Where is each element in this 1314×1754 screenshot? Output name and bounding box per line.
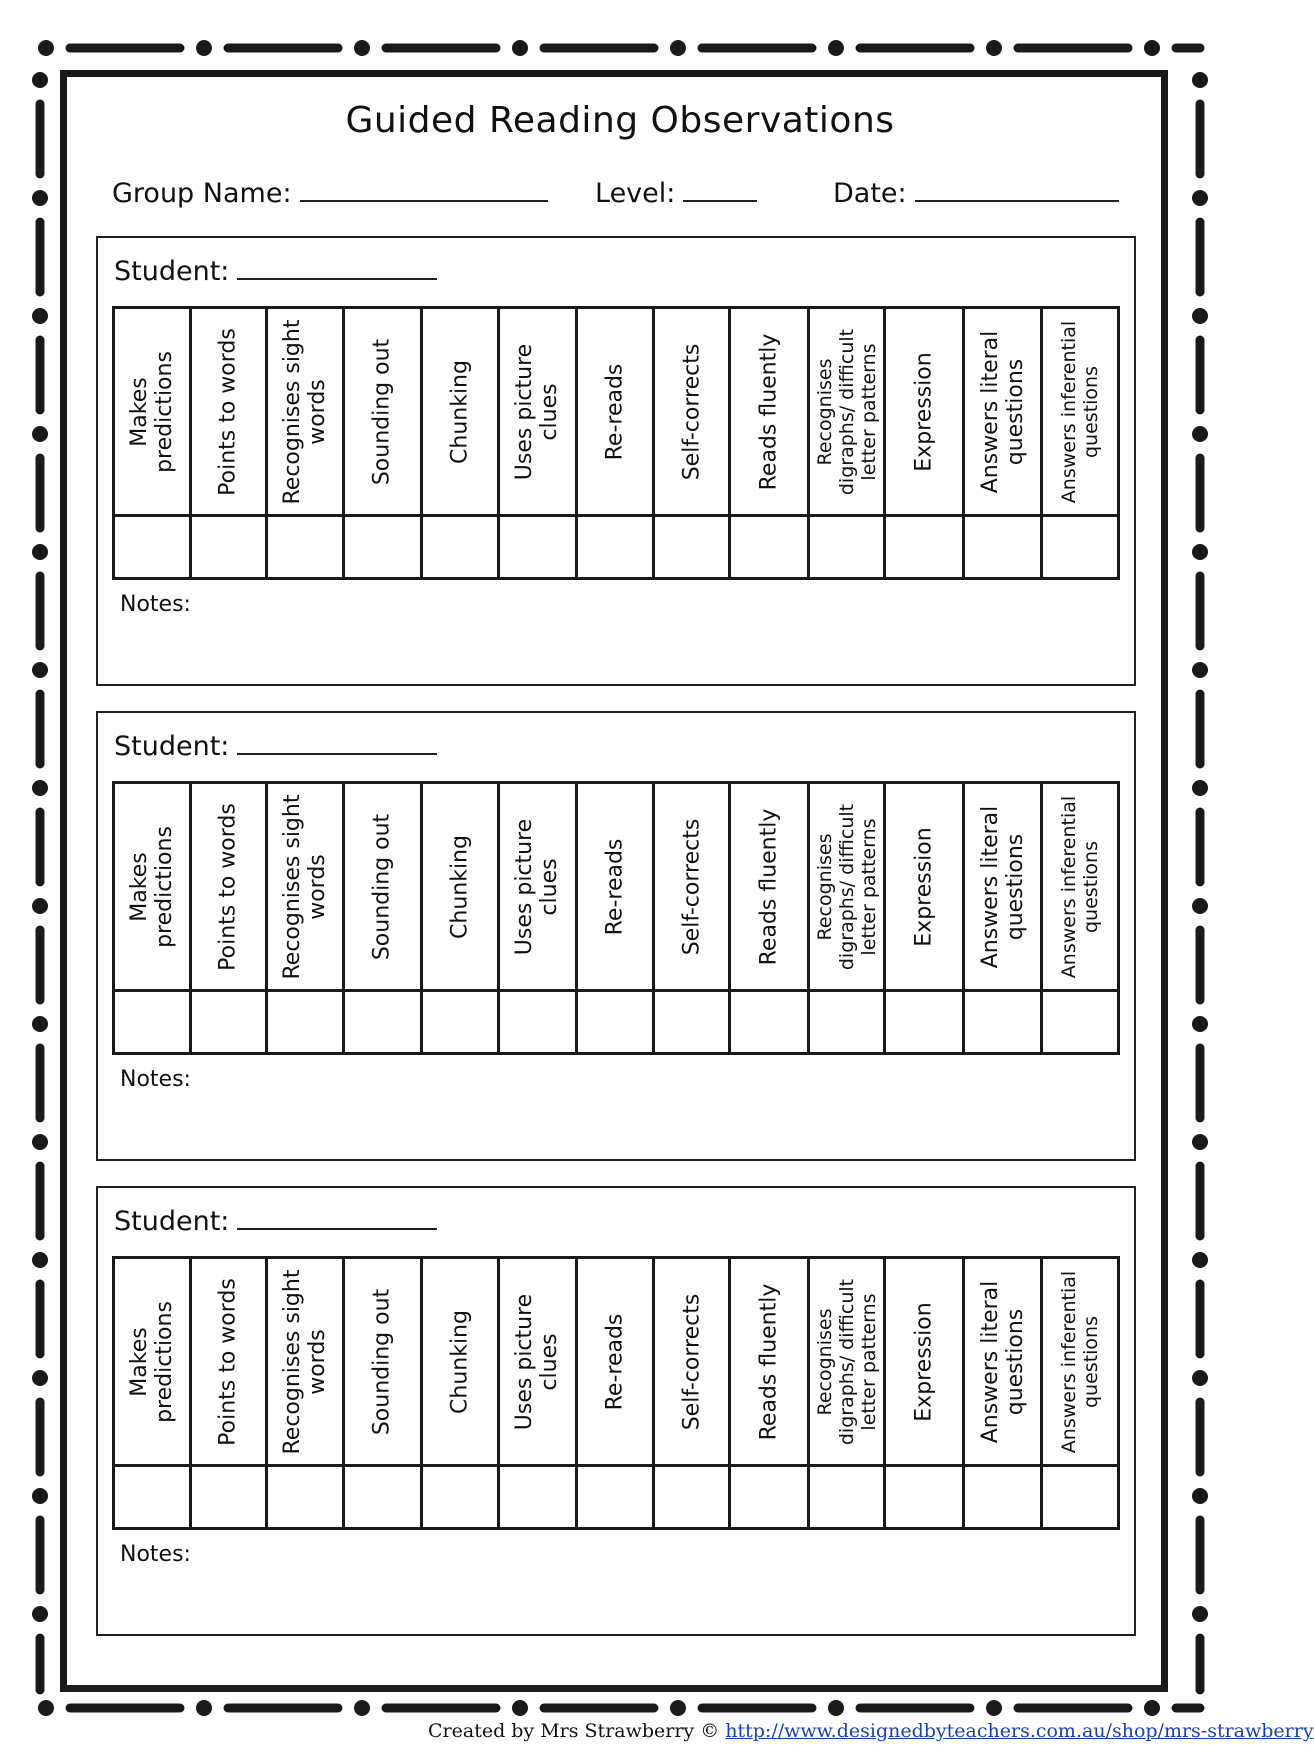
border-dot — [1192, 72, 1208, 88]
skill-header-cell — [730, 308, 809, 516]
observation-cell[interactable] — [577, 1466, 654, 1529]
skill-header-cell — [422, 1258, 499, 1466]
observation-cell[interactable] — [963, 991, 1042, 1054]
date-field[interactable] — [833, 178, 1119, 209]
observation-table — [112, 1256, 1120, 1530]
student-section — [96, 1186, 1136, 1636]
skill-label: Sounding out — [369, 1288, 395, 1435]
page-title: Guided Reading Observations — [345, 100, 895, 141]
observation-cell[interactable] — [730, 516, 809, 579]
level-field[interactable] — [595, 178, 757, 209]
border-dot — [1192, 780, 1208, 796]
skill-label: Recognises digraphs/ difficult letter patterns — [813, 328, 880, 495]
observation-cell[interactable] — [808, 991, 885, 1054]
border-dot — [828, 40, 844, 56]
observation-cell[interactable] — [1042, 991, 1119, 1054]
observation-cell[interactable] — [963, 1466, 1042, 1529]
skill-header-cell — [422, 308, 499, 516]
skill-header-cell — [885, 308, 964, 516]
skill-header-cell — [190, 1258, 267, 1466]
skill-header-cell — [653, 308, 730, 516]
observation-cell[interactable] — [267, 516, 344, 579]
skill-label: Self-corrects — [679, 343, 705, 480]
footer-credit — [428, 1720, 1314, 1742]
date-label: Date: — [833, 178, 907, 209]
skill-header-cell — [267, 1258, 344, 1466]
notes-label: Notes: — [120, 1542, 191, 1567]
group-name-field[interactable] — [112, 178, 548, 209]
observation-cell[interactable] — [114, 1466, 191, 1529]
skill-header-cell — [963, 783, 1042, 991]
observation-cell[interactable] — [343, 516, 422, 579]
skill-header-cell — [114, 1258, 191, 1466]
border-dot — [670, 40, 686, 56]
skill-header-cell — [343, 1258, 422, 1466]
skill-label: Self-corrects — [679, 818, 705, 955]
skill-label: Reads fluently — [756, 808, 782, 965]
skill-label: Points to words — [215, 327, 241, 496]
skill-header-cell — [730, 1258, 809, 1466]
skill-label: Answers inferential questions — [1058, 320, 1103, 503]
border-dot — [828, 1700, 844, 1716]
observation-cell[interactable] — [577, 991, 654, 1054]
observation-cell[interactable] — [1042, 516, 1119, 579]
skill-label: Answers inferential questions — [1058, 795, 1103, 978]
border-dot — [32, 544, 48, 560]
observation-cell[interactable] — [653, 1466, 730, 1529]
skill-header-cell — [1042, 1258, 1119, 1466]
observation-cell[interactable] — [498, 1466, 577, 1529]
skill-header-cell — [577, 1258, 654, 1466]
observation-cell[interactable] — [498, 516, 577, 579]
skill-label: Chunking — [447, 834, 473, 939]
observation-cell[interactable] — [885, 516, 964, 579]
skill-header-cell — [343, 308, 422, 516]
observation-table — [112, 781, 1120, 1055]
skill-header-cell — [114, 308, 191, 516]
skill-label: Re-reads — [602, 1313, 628, 1410]
student-section — [96, 711, 1136, 1161]
observation-cell[interactable] — [267, 1466, 344, 1529]
border-dot — [32, 1606, 48, 1622]
student-field[interactable] — [114, 256, 437, 287]
skill-header-cell — [808, 308, 885, 516]
date-blank[interactable] — [915, 178, 1119, 202]
skill-header-cell — [653, 1258, 730, 1466]
skill-label: Uses picture clues — [512, 818, 563, 955]
observation-cell[interactable] — [963, 516, 1042, 579]
observation-cell[interactable] — [422, 516, 499, 579]
observation-row — [114, 1466, 1119, 1529]
skill-label: Points to words — [215, 1277, 241, 1446]
skill-label: Sounding out — [369, 338, 395, 485]
observation-cell[interactable] — [422, 991, 499, 1054]
skill-header-cell — [577, 308, 654, 516]
border-dot — [32, 1016, 48, 1032]
border-dot — [986, 1700, 1002, 1716]
student-label: Student: — [114, 1206, 230, 1237]
border-dot — [354, 40, 370, 56]
border-dot — [32, 780, 48, 796]
student-section — [96, 236, 1136, 686]
skill-label: Makes predictions — [126, 1300, 177, 1423]
student-name-blank[interactable] — [237, 256, 437, 280]
border-dot — [1192, 898, 1208, 914]
skill-header-row — [114, 1258, 1119, 1466]
skill-header-cell — [498, 1258, 577, 1466]
skill-header-cell — [498, 308, 577, 516]
skill-header-cell — [730, 783, 809, 991]
observation-cell[interactable] — [808, 516, 885, 579]
observation-cell[interactable] — [730, 1466, 809, 1529]
level-label: Level: — [595, 178, 676, 209]
border-dot — [32, 1488, 48, 1504]
skill-header-cell — [498, 783, 577, 991]
student-field[interactable] — [114, 731, 437, 762]
observation-cell[interactable] — [343, 1466, 422, 1529]
skill-label: Recognises sight words — [279, 1269, 330, 1454]
border-dot — [32, 662, 48, 678]
skill-header-cell — [885, 1258, 964, 1466]
border-dot — [512, 1700, 528, 1716]
border-dot — [32, 1370, 48, 1386]
observation-cell[interactable] — [730, 991, 809, 1054]
notes-label: Notes: — [120, 592, 191, 617]
observation-cell[interactable] — [422, 1466, 499, 1529]
border-dot — [1144, 1700, 1160, 1716]
observation-cell[interactable] — [343, 991, 422, 1054]
border-dot — [32, 308, 48, 324]
border-dot — [986, 40, 1002, 56]
border-dot — [32, 426, 48, 442]
skill-header-cell — [808, 783, 885, 991]
skill-header-cell — [343, 783, 422, 991]
observation-cell[interactable] — [190, 1466, 267, 1529]
skill-label: Recognises sight words — [279, 319, 330, 504]
observation-cell[interactable] — [1042, 1466, 1119, 1529]
skill-header-cell — [963, 1258, 1042, 1466]
skill-header-cell — [885, 783, 964, 991]
observation-cell[interactable] — [653, 516, 730, 579]
border-dot — [512, 40, 528, 56]
border-dot — [32, 898, 48, 914]
student-field[interactable] — [114, 1206, 437, 1237]
observation-cell[interactable] — [808, 1466, 885, 1529]
border-dot — [1192, 1370, 1208, 1386]
skill-header-cell — [577, 783, 654, 991]
border-dot — [1192, 1606, 1208, 1622]
observation-cell[interactable] — [114, 991, 191, 1054]
skill-label: Answers literal questions — [977, 1280, 1028, 1443]
border-dot — [1192, 308, 1208, 324]
skill-header-cell — [267, 308, 344, 516]
skill-label: Chunking — [447, 1309, 473, 1414]
border-dot — [38, 1700, 54, 1716]
group-name-label: Group Name: — [112, 178, 292, 209]
border-dot — [32, 1134, 48, 1150]
skill-header-cell — [190, 308, 267, 516]
border-dot — [38, 40, 54, 56]
observation-cell[interactable] — [190, 991, 267, 1054]
observation-cell[interactable] — [267, 991, 344, 1054]
skill-label: Recognises sight words — [279, 794, 330, 979]
student-label: Student: — [114, 731, 230, 762]
skill-label: Expression — [911, 826, 937, 947]
student-label: Student: — [114, 256, 230, 287]
skill-label: Makes predictions — [126, 825, 177, 948]
observation-cell[interactable] — [498, 991, 577, 1054]
skill-label: Chunking — [447, 359, 473, 464]
observation-cell[interactable] — [190, 516, 267, 579]
skill-header-row — [114, 308, 1119, 516]
skill-header-row — [114, 783, 1119, 991]
skill-header-cell — [963, 308, 1042, 516]
skill-label: Makes predictions — [126, 350, 177, 473]
observation-cell[interactable] — [885, 1466, 964, 1529]
skill-header-cell — [1042, 783, 1119, 991]
footer-link[interactable]: http://www.designedbyteachers.com.au/shop/mrs-strawberry — [725, 1720, 1314, 1742]
border-dot — [1144, 40, 1160, 56]
border-dot — [32, 1252, 48, 1268]
border-dot — [196, 40, 212, 56]
border-dot — [1192, 662, 1208, 678]
skill-header-cell — [808, 1258, 885, 1466]
skill-label: Expression — [911, 351, 937, 472]
border-dot — [354, 1700, 370, 1716]
observation-cell[interactable] — [577, 516, 654, 579]
border-dot — [196, 1700, 212, 1716]
skill-label: Recognises digraphs/ difficult letter patterns — [813, 803, 880, 970]
skill-label: Re-reads — [602, 363, 628, 460]
skill-label: Uses picture clues — [512, 343, 563, 480]
skill-label: Self-corrects — [679, 1293, 705, 1430]
skill-header-cell — [1042, 308, 1119, 516]
border-dot — [1192, 190, 1208, 206]
border-dot — [32, 190, 48, 206]
skill-header-cell — [267, 783, 344, 991]
student-name-blank[interactable] — [237, 1206, 437, 1230]
border-dot — [1192, 1016, 1208, 1032]
skill-label: Expression — [911, 1301, 937, 1422]
border-dot — [1192, 544, 1208, 560]
border-dot — [1192, 1252, 1208, 1268]
skill-label: Points to words — [215, 802, 241, 971]
skill-label: Uses picture clues — [512, 1293, 563, 1430]
border-dot — [1192, 1134, 1208, 1150]
group-name-blank[interactable] — [300, 178, 548, 202]
observation-cell[interactable] — [885, 991, 964, 1054]
border-dot — [32, 72, 48, 88]
skill-label: Re-reads — [602, 838, 628, 935]
student-name-blank[interactable] — [237, 731, 437, 755]
observation-table — [112, 306, 1120, 580]
observation-cell[interactable] — [114, 516, 191, 579]
skill-header-cell — [653, 783, 730, 991]
skill-label: Answers literal questions — [977, 330, 1028, 493]
observation-row — [114, 516, 1119, 579]
border-dot — [1192, 426, 1208, 442]
border-dot — [670, 1700, 686, 1716]
skill-header-cell — [114, 783, 191, 991]
skill-label: Sounding out — [369, 813, 395, 960]
observation-row — [114, 991, 1119, 1054]
skill-label: Recognises digraphs/ difficult letter patterns — [813, 1278, 880, 1445]
skill-label: Reads fluently — [756, 1283, 782, 1440]
skill-header-cell — [190, 783, 267, 991]
skill-label: Answers literal questions — [977, 805, 1028, 968]
border-dot — [1192, 1488, 1208, 1504]
notes-label: Notes: — [120, 1067, 191, 1092]
observation-cell[interactable] — [653, 991, 730, 1054]
level-blank[interactable] — [683, 178, 757, 202]
skill-label: Answers inferential questions — [1058, 1270, 1103, 1453]
footer-credit-text: Created by Mrs Strawberry © — [428, 1720, 720, 1742]
skill-header-cell — [422, 783, 499, 991]
skill-label: Reads fluently — [756, 333, 782, 490]
